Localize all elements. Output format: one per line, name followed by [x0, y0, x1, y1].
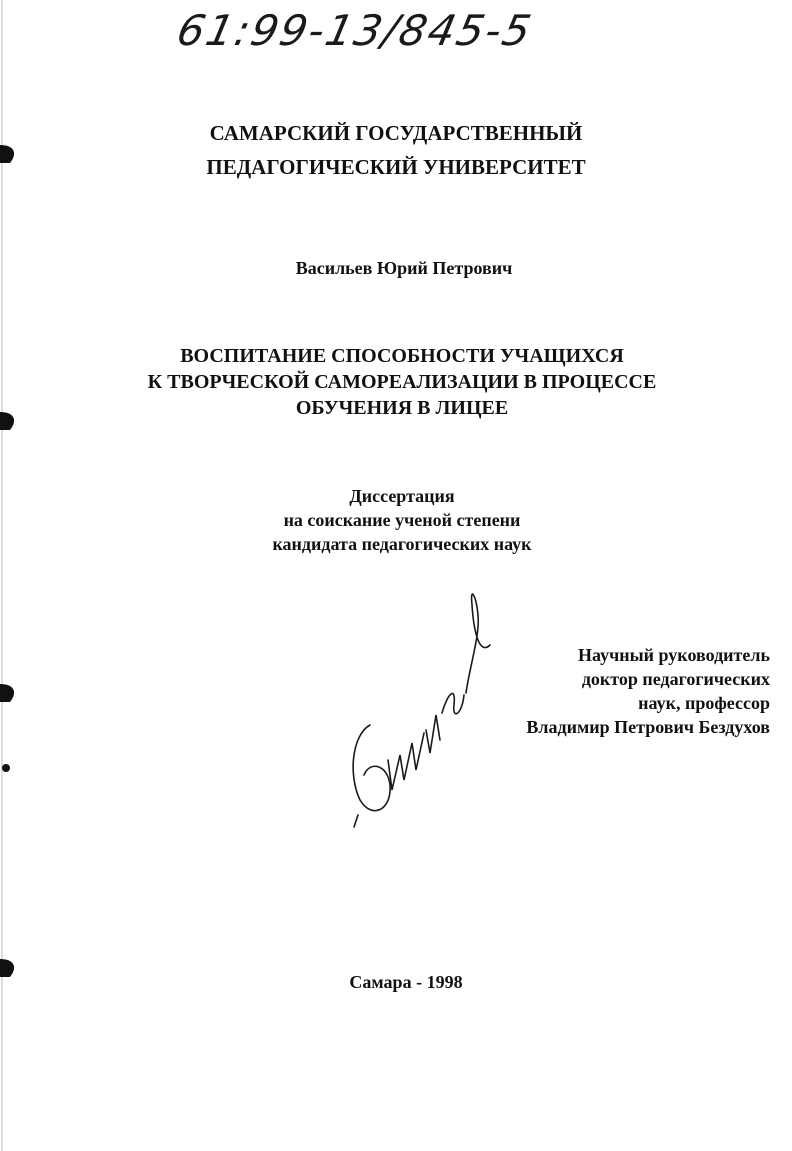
- binding-dot-mark: [0, 757, 22, 779]
- institution-line-2: ПЕДАГОГИЧЕСКИЙ УНИВЕРСИТЕТ: [206, 155, 586, 179]
- binding-hole-mark: [0, 682, 22, 704]
- supervisor-line-2: доктор педагогических: [581, 669, 770, 689]
- degree-line-2: на соискание ученой степени: [283, 510, 521, 530]
- title-line-2: К ТВОРЧЕСКОЙ САМОРЕАЛИЗАЦИИ В ПРОЦЕССЕ: [147, 371, 657, 393]
- degree-line-1: Диссертация: [349, 486, 455, 506]
- title-line-3: ОБУЧЕНИЯ В ЛИЦЕЕ: [295, 397, 509, 419]
- degree-line-3: кандидата педагогических наук: [272, 534, 532, 554]
- binding-hole-mark: [0, 957, 22, 979]
- supervisor-line-3: наук, профессор: [638, 693, 770, 713]
- archive-number: 61:99-13/845-5: [172, 6, 538, 55]
- supervisor-line-1: Научный руководитель: [578, 645, 770, 665]
- institution-line-1: САМАРСКИЙ ГОСУДАРСТВЕННЫЙ: [209, 121, 583, 145]
- institution-name: [0, 116, 792, 184]
- author-name: Васильев Юрий Петрович: [295, 258, 513, 278]
- thesis-title: [6, 343, 792, 421]
- city-year: Самара - 1998: [349, 972, 463, 992]
- binding-hole-mark: [0, 410, 22, 432]
- supervisor-block: [526, 643, 770, 739]
- title-line-1: ВОСПИТАНИЕ СПОСОБНОСТИ УЧАЩИХСЯ: [180, 345, 624, 367]
- degree-statement: [6, 484, 792, 556]
- handwritten-signature: [330, 575, 510, 835]
- binding-hole-mark: [0, 143, 22, 165]
- supervisor-line-4: Владимир Петрович Бездухов: [526, 717, 770, 737]
